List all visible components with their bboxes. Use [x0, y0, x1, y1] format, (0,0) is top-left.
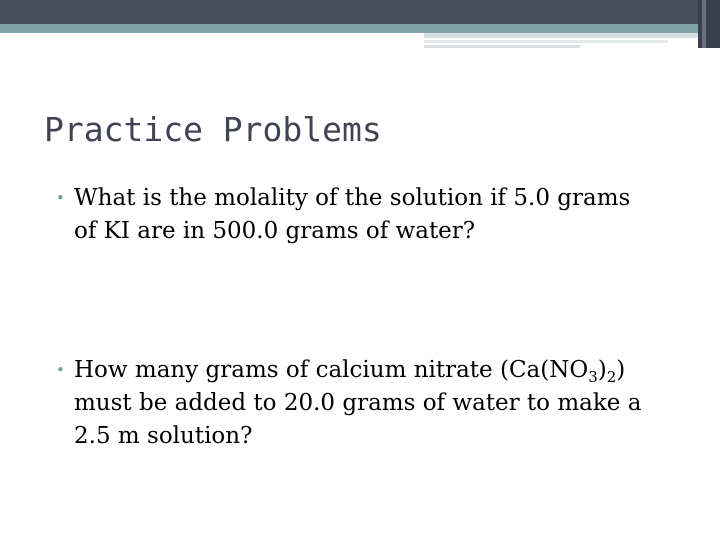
- bullet-item-calcium-nitrate: [56, 354, 676, 453]
- header-band-corner-stripe: [702, 0, 706, 48]
- bullet-1-line-1: What is the molality of the solution if 5.0 grams: [74, 185, 631, 211]
- header-band-light-2: [424, 40, 668, 43]
- subscript-3: 3: [588, 368, 598, 386]
- bullet-2-line-1-part-c: ): [616, 357, 626, 383]
- bullet-2-line-3: 2.5 m solution?: [74, 423, 253, 449]
- header-band-teal: [0, 24, 698, 33]
- header-band-light-3: [424, 45, 580, 48]
- header-band-light-1: [424, 33, 698, 38]
- bullet-2-line-1-part-a: How many grams of calcium nitrate (Ca(NO: [74, 357, 589, 383]
- bullet-marker: •: [56, 189, 65, 207]
- bullet-2-line-2: must be added to 20.0 grams of water to make a: [74, 390, 642, 416]
- slide-title: Practice Problems: [44, 110, 382, 149]
- subscript-2: 2: [606, 368, 617, 386]
- bullet-marker: •: [56, 361, 65, 379]
- bullet-2-line-1-part-b: ): [597, 357, 607, 383]
- bullet-1-line-2: of KI are in 500.0 grams of water?: [74, 218, 476, 244]
- bullet-item-molality: [56, 182, 676, 248]
- bullet-list: [56, 182, 676, 453]
- header-band-dark: [0, 0, 720, 24]
